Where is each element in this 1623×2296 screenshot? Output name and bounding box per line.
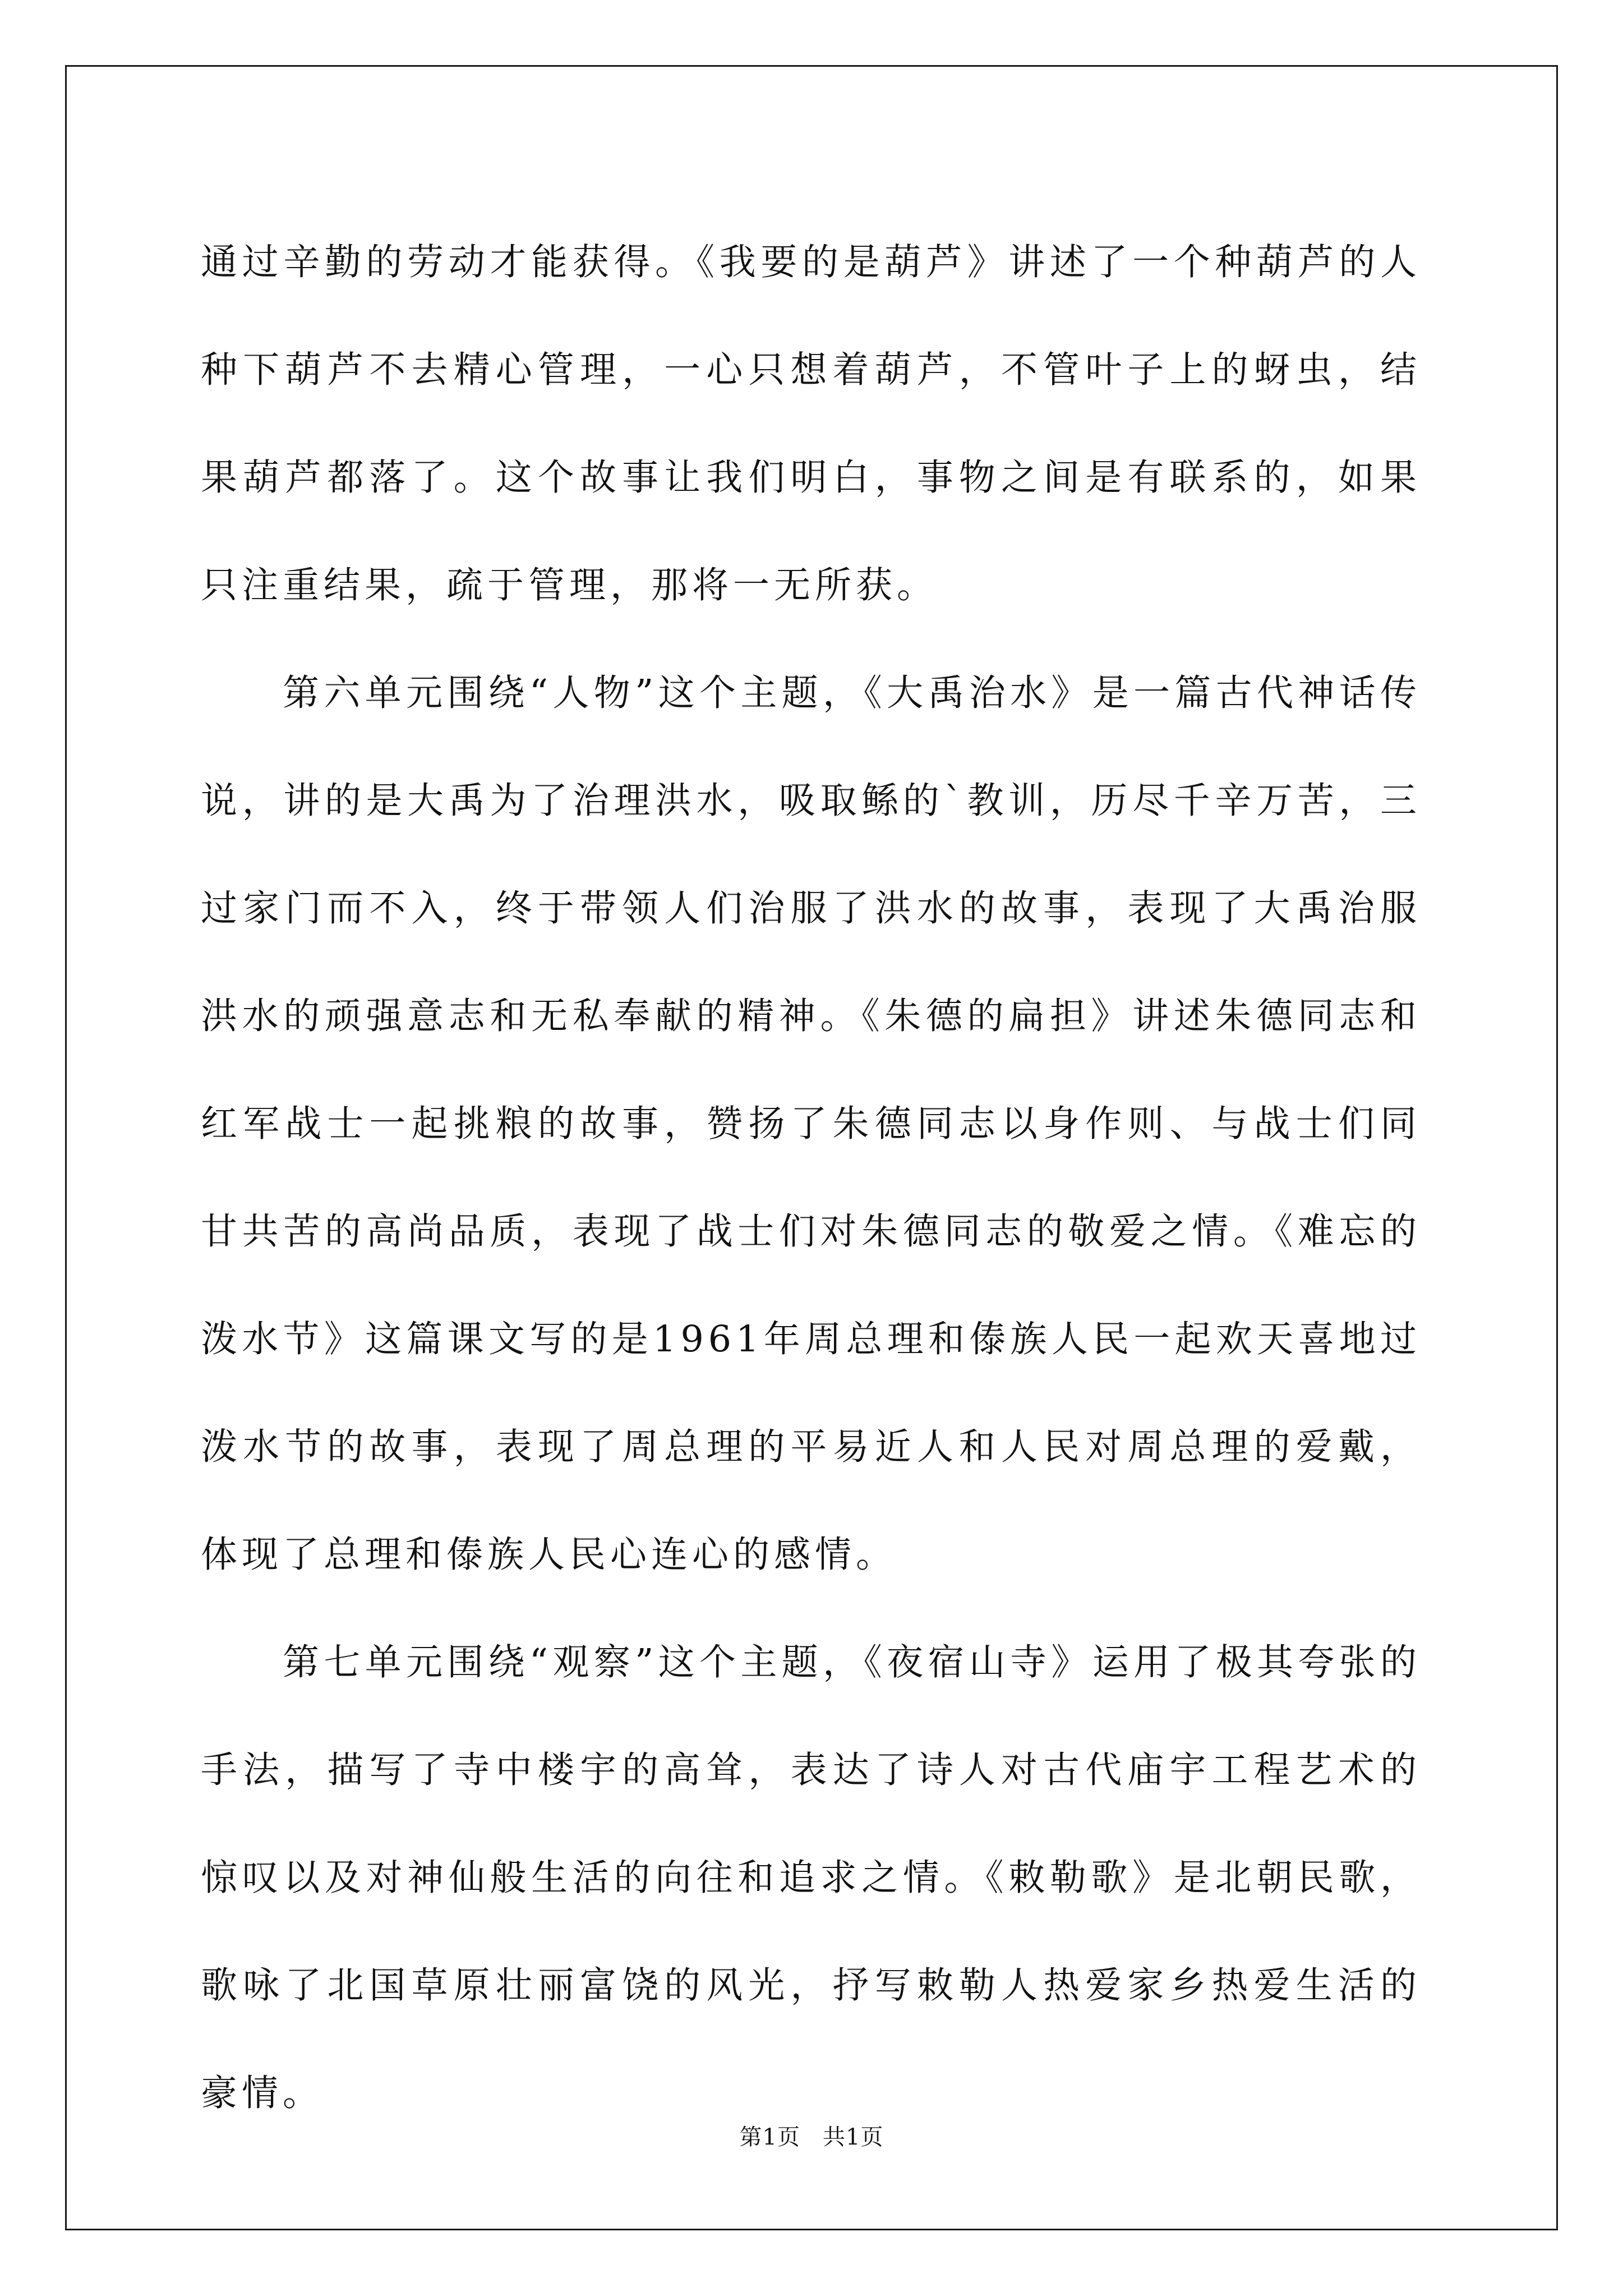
paragraph-3: 第七单元围绕“观察”这个主题，《夜宿山寺》运用了极其夸张的手法，描写了寺中楼宇的高耸，表达了诗人对古代庙宇工程艺术的惊叹以及对神仙般生活的向往和追求之情。《敕勒歌》是北朝民歌，歌咏了北国草原壮丽富饶的风光，抒写敕勒人热爱家乡热爱生活的豪情。 xyxy=(201,1641,1421,2114)
document-body xyxy=(201,209,1421,2147)
page-footer xyxy=(0,2119,1623,2151)
page-number: 第1页 xyxy=(739,2124,800,2150)
paragraph-2: 第六单元围绕“人物”这个主题，《大禹治水》是一篇古代神话传说，讲的是大禹为了治理洪水，吸取鲧的`教训，历尽千辛万苦，三过家门而不入，终于带领人们治服了洪水的故事，表现了大禹治服洪水的顽强意志和无私奉献的精神。《朱德的扁担》讲述朱德同志和红军战士一起挑粮的故事，赞扬了朱德同志以身作则、与战士们同甘共苦的高尚品质，表现了战士们对朱德同志的敬爱之情。《难忘的泼水节》这篇课文写的是1961年周总理和傣族人民一起欢天喜地过泼水节的故事，表现了周总理的平易近人和人民对周总理的爱戴，体现了总理和傣族人民心连心的感情。 xyxy=(201,672,1421,1576)
paragraph-1: 通过辛勤的劳动才能获得。《我要的是葫芦》讲述了一个种葫芦的人种下葫芦不去精心管理，一心只想着葫芦，不管叶子上的蚜虫，结果葫芦都落了。这个故事让我们明白，事物之间是有联系的，如果只注重结果，疏于管理，那将一无所获。 xyxy=(201,241,1421,606)
page-total: 共1页 xyxy=(823,2124,884,2150)
